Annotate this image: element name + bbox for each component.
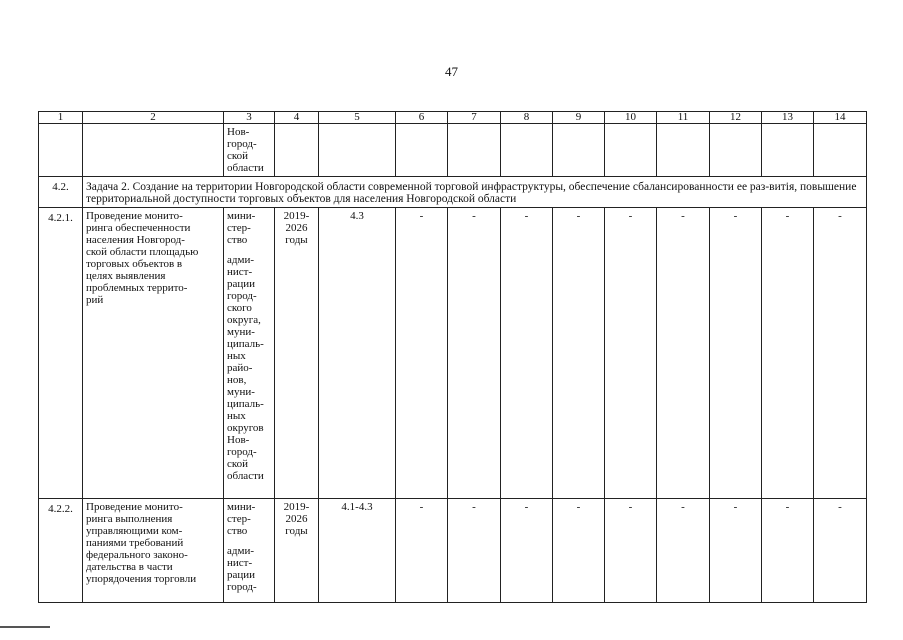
period-cell: 2019- 2026 годы [275,208,319,499]
funding-cell: - [710,208,762,499]
column-header: 6 [396,112,448,124]
page-number: 47 [445,64,458,79]
cell-empty [39,124,83,177]
indicator-cell: 4.1-4.3 [319,499,396,603]
executor-cell [224,499,275,603]
column-header: 12 [710,112,762,124]
cell-empty [275,124,319,177]
funding-cell: - [657,499,710,603]
executor-cell [224,208,275,499]
column-header: 5 [319,112,396,124]
column-header: 2 [83,112,224,124]
column-header: 10 [605,112,657,124]
header-row [39,112,867,124]
cell-empty [762,124,814,177]
period-cell: 2019- 2026 годы [275,499,319,603]
funding-cell: - [501,208,553,499]
funding-cell: - [762,208,814,499]
column-header: 11 [657,112,710,124]
cell-empty [319,124,396,177]
bottom-rule [0,626,50,628]
column-header: 14 [814,112,867,124]
funding-cell: - [448,208,501,499]
funding-cell: - [657,208,710,499]
funding-cell: - [710,499,762,603]
cell-empty [501,124,553,177]
column-header: 4 [275,112,319,124]
funding-cell: - [396,208,448,499]
cell-empty [814,124,867,177]
funding-cell: - [553,208,605,499]
column-header: 13 [762,112,814,124]
indicator-cell: 4.3 [319,208,396,499]
column-header: 3 [224,112,275,124]
task-text: Задача 2. Создание на территории Новгородской области современной торговой инфраструктуры, обеспечение сбалансированности ее раз-витія, повышение территориальной доступности торговых объектов для населения Новгородской области [83,177,867,208]
funding-cell: - [762,499,814,603]
continuation-row [39,124,867,177]
executor-ministry: мини- стер- ство [227,501,256,537]
column-header: 1 [39,112,83,124]
row-number: 4.2.2. [39,499,83,603]
funding-cell: - [448,499,501,603]
task-number: 4.2. [39,177,83,208]
cell-empty [657,124,710,177]
executor-administrations: адми- нист- рации город- ского округа, муни- ципаль- ных райо- нов, муни- ципаль- ных округов Нов- город- ской области [227,254,264,482]
funding-cell: - [814,499,867,603]
row-number: 4.2.1. [39,208,83,499]
column-header: 9 [553,112,605,124]
executor-ministry: мини- стер- ство [227,210,256,246]
table-row [39,208,867,499]
column-header: 7 [448,112,501,124]
executor-cell: Нов- город- ской области [224,124,275,177]
funding-cell: - [605,208,657,499]
cell-empty [396,124,448,177]
funding-cell: - [396,499,448,603]
cell-empty [448,124,501,177]
cell-empty [710,124,762,177]
executor-administrations: адми- нист- рации город- [227,545,257,593]
funding-cell: - [814,208,867,499]
column-header: 8 [501,112,553,124]
plan-table [38,111,867,603]
task-row [39,177,867,208]
activity-cell: Проведение монито- ринга обеспеченности населения Новгород- ской области площадью торговых объектов в целях выявления проблемных террито- рий [83,208,224,499]
table-row [39,499,867,603]
cell-empty [83,124,224,177]
activity-cell: Проведение монито- ринга выполнения управляющими ком- паниями требований федерального законо- дательства в части упорядочения торговли [83,499,224,603]
funding-cell: - [501,499,553,603]
funding-cell: - [605,499,657,603]
cell-empty [553,124,605,177]
cell-empty [605,124,657,177]
funding-cell: - [553,499,605,603]
